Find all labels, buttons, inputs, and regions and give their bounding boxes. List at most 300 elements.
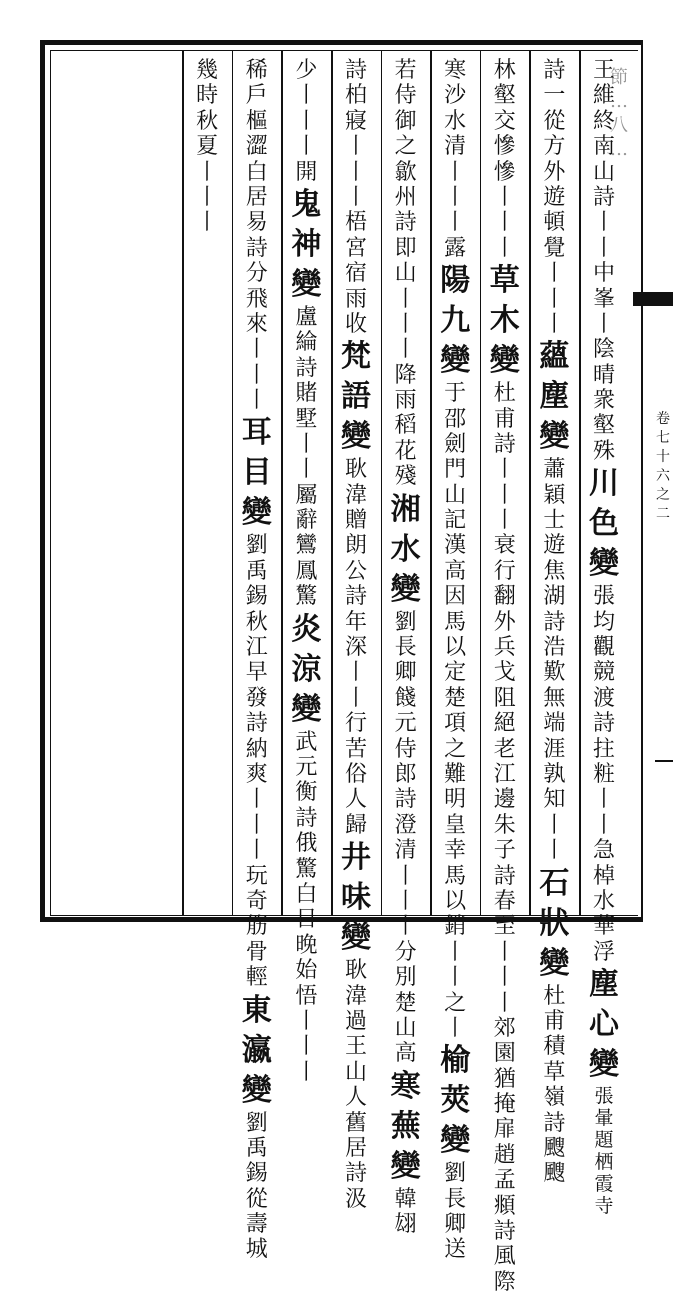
text-char: 馬 xyxy=(444,609,467,635)
text-char: 沙 xyxy=(444,83,467,109)
text-char: 辭 xyxy=(295,508,318,534)
text-char: 悟 xyxy=(295,983,318,1009)
text-char: 慘 xyxy=(493,159,516,185)
text-char: 丨 xyxy=(493,482,516,508)
text-char: 峯 xyxy=(592,286,615,312)
text-char: 殊 xyxy=(592,438,615,464)
text-char: 送 xyxy=(444,1237,467,1263)
text-char: 霞 xyxy=(594,1173,614,1196)
text-char: 兵 xyxy=(493,635,516,661)
text-char: 以 xyxy=(444,888,467,914)
text-char: 奇 xyxy=(245,888,268,914)
volume-label-char: 二 xyxy=(656,506,670,522)
text-char: 澄 xyxy=(394,812,417,838)
text-char: 劉 xyxy=(394,609,417,635)
text-char: 丨 xyxy=(543,261,566,287)
text-char: 栖 xyxy=(594,1151,614,1174)
text-char: 絕 xyxy=(493,711,516,737)
entry-heading-char: 狀 xyxy=(539,905,570,941)
entry-heading-char: 涼 xyxy=(291,651,322,687)
text-char: 丨 xyxy=(394,914,417,940)
text-char: 納 xyxy=(245,736,268,762)
text-char: 丨 xyxy=(444,184,467,210)
text-char: 颼 xyxy=(543,1161,566,1187)
text-char: 拄 xyxy=(592,736,615,762)
text-char: 湋 xyxy=(344,482,367,508)
text-char: 若 xyxy=(394,58,417,83)
text-char: 交 xyxy=(493,108,516,134)
text-char: 丨 xyxy=(295,457,318,483)
column-rule xyxy=(480,50,482,916)
text-column xyxy=(536,58,572,1187)
text-char: 歎 xyxy=(543,660,566,686)
text-char: 白 xyxy=(245,159,268,185)
text-char: 飛 xyxy=(245,286,268,312)
text-char: 宮 xyxy=(344,235,367,261)
text-char: 邵 xyxy=(444,406,467,432)
text-char: 舊 xyxy=(344,1110,367,1136)
text-char: 浩 xyxy=(543,635,566,661)
text-char: 林 xyxy=(493,58,516,83)
text-char: 高 xyxy=(394,1041,417,1067)
text-char: 秋 xyxy=(245,609,268,635)
text-char: 卿 xyxy=(394,660,417,686)
text-char: 詩 xyxy=(493,1219,516,1245)
entry-heading-char: 塵 xyxy=(539,379,570,415)
margin-header-char: … xyxy=(610,91,628,112)
text-char: 玩 xyxy=(245,863,268,889)
text-char: 丨 xyxy=(295,83,318,109)
text-char: 稀 xyxy=(245,58,268,83)
text-char: 墅 xyxy=(295,406,318,432)
entry-heading-char: 草 xyxy=(489,263,520,299)
text-char: 露 xyxy=(444,235,467,261)
entry-heading-char: 梵 xyxy=(341,339,371,375)
text-char: 詩 xyxy=(543,58,566,83)
text-char: 之 xyxy=(444,990,467,1016)
text-char: 雨 xyxy=(344,286,367,312)
text-char: 開 xyxy=(295,159,318,185)
text-char: 澀 xyxy=(245,134,268,160)
text-char: 晴 xyxy=(592,362,615,388)
text-char: 夏 xyxy=(196,134,219,160)
text-char: 楚 xyxy=(444,685,467,711)
entry-heading-char: 味 xyxy=(341,880,371,916)
text-char: 郊 xyxy=(493,1015,516,1041)
text-char: 稻 xyxy=(394,413,417,439)
text-char: 際 xyxy=(493,1269,516,1295)
entry-heading-char: 色 xyxy=(589,506,619,542)
text-char: 秋 xyxy=(196,108,219,134)
text-char: 遊 xyxy=(543,533,566,559)
text-char: 發 xyxy=(245,685,268,711)
text-char: 來 xyxy=(245,311,268,337)
text-char: 戶 xyxy=(245,83,268,109)
text-char: 殘 xyxy=(394,464,417,490)
text-char: 杜 xyxy=(493,381,516,407)
text-char: 颼 xyxy=(543,1135,566,1161)
text-char: 元 xyxy=(295,755,318,781)
entry-heading-char: 變 xyxy=(390,571,421,607)
fish-tail-mark xyxy=(633,292,673,306)
text-char: 丨 xyxy=(196,184,219,210)
text-char: 晚 xyxy=(295,932,318,958)
text-column xyxy=(239,58,275,1263)
text-char: 丨 xyxy=(344,184,367,210)
text-char: 易 xyxy=(245,210,268,236)
text-char: 丨 xyxy=(543,286,566,312)
entry-heading-char: 瀛 xyxy=(241,1032,272,1068)
text-char: 漢 xyxy=(444,533,467,559)
text-char: 詩 xyxy=(344,1161,367,1187)
volume-label-char: 六 xyxy=(656,468,670,484)
text-char: 早 xyxy=(245,660,268,686)
text-char: 筋 xyxy=(245,914,268,940)
text-char: 白 xyxy=(295,881,318,907)
text-char: 丨 xyxy=(444,939,467,965)
text-column xyxy=(487,58,523,1295)
volume-label-char: 十 xyxy=(656,449,670,465)
text-char: 丨 xyxy=(394,311,417,337)
text-char: 丨 xyxy=(394,888,417,914)
entry-heading-char: 水 xyxy=(390,531,421,567)
volume-label-char: 卷 xyxy=(656,411,670,427)
text-char: 觀 xyxy=(592,635,615,661)
text-char: 渡 xyxy=(592,685,615,711)
text-char: 丨 xyxy=(444,965,467,991)
text-char: 俄 xyxy=(295,831,318,857)
text-char: 外 xyxy=(543,159,566,185)
text-char: 中 xyxy=(592,261,615,287)
text-char: 掩 xyxy=(493,1092,516,1118)
text-char: 宿 xyxy=(344,261,367,287)
text-char: 丨 xyxy=(295,431,318,457)
text-char: 一 xyxy=(543,83,566,109)
text-char: 丨 xyxy=(394,337,417,363)
text-char: 日 xyxy=(295,907,318,933)
text-char: 侍 xyxy=(394,736,417,762)
text-char: 風 xyxy=(493,1244,516,1270)
text-char: 歙 xyxy=(394,159,417,185)
text-char: 詩 xyxy=(344,584,367,610)
text-char: 丨 xyxy=(493,965,516,991)
text-char: 頫 xyxy=(493,1193,516,1219)
entry-heading-char: 九 xyxy=(440,303,471,339)
text-column xyxy=(189,58,225,910)
text-char: 朗 xyxy=(344,533,367,559)
entry-heading-char: 變 xyxy=(291,266,322,302)
entry-heading-char: 變 xyxy=(440,343,471,379)
text-char: 郎 xyxy=(394,761,417,787)
text-char: 苦 xyxy=(344,736,367,762)
text-char: 丨 xyxy=(592,210,615,236)
text-char: 楚 xyxy=(394,990,417,1016)
text-char: 詩 xyxy=(344,58,367,83)
text-char: 詩 xyxy=(493,863,516,889)
text-char: 扉 xyxy=(493,1117,516,1143)
text-char: 明 xyxy=(444,787,467,813)
column-rule xyxy=(232,50,234,916)
entry-heading-char: 變 xyxy=(489,343,520,379)
text-char: 禹 xyxy=(245,558,268,584)
text-char: 清 xyxy=(394,838,417,864)
volume-label-char: 之 xyxy=(656,487,670,503)
fold-edge xyxy=(641,40,643,922)
text-char: 丨 xyxy=(196,210,219,236)
column-rule xyxy=(529,50,531,916)
column-rule xyxy=(381,50,383,916)
text-char: 積 xyxy=(543,1034,566,1060)
text-char: 降 xyxy=(394,362,417,388)
text-char: 遊 xyxy=(543,184,566,210)
text-char: 即 xyxy=(394,235,417,261)
text-char: 從 xyxy=(543,108,566,134)
text-char: 州 xyxy=(394,184,417,210)
text-char: 阻 xyxy=(493,685,516,711)
text-char: 丨 xyxy=(592,787,615,813)
text-char: 邊 xyxy=(493,787,516,813)
entry-heading-char: 變 xyxy=(589,546,619,582)
text-char: 猶 xyxy=(493,1066,516,1092)
text-char: 柏 xyxy=(344,83,367,109)
text-char: 丨 xyxy=(493,457,516,483)
text-char: 丨 xyxy=(592,235,615,261)
text-char: 錫 xyxy=(245,1161,268,1187)
text-char: 難 xyxy=(444,761,467,787)
text-char: 驚 xyxy=(295,856,318,882)
text-char: 詩 xyxy=(295,355,318,381)
text-char: 丨 xyxy=(592,812,615,838)
text-char: 翻 xyxy=(493,584,516,610)
text-char: 劉 xyxy=(245,1110,268,1136)
text-char: 詩 xyxy=(394,787,417,813)
text-char: 居 xyxy=(245,184,268,210)
text-char: 年 xyxy=(344,609,367,635)
text-char: 耿 xyxy=(344,457,367,483)
text-char: 輕 xyxy=(245,965,268,991)
text-char: 丨 xyxy=(493,184,516,210)
text-char: 錫 xyxy=(245,584,268,610)
text-char: 丨 xyxy=(295,134,318,160)
text-char: 頓 xyxy=(543,210,566,236)
text-char: 贈 xyxy=(344,508,367,534)
entry-heading-char: 目 xyxy=(241,455,272,491)
text-char: 長 xyxy=(394,635,417,661)
text-char: 分 xyxy=(245,261,268,287)
entry-heading-char: 變 xyxy=(589,1047,619,1083)
text-char: 華 xyxy=(592,914,615,940)
text-char: 山 xyxy=(394,1015,417,1041)
text-char: 城 xyxy=(245,1237,268,1263)
text-char: 梧 xyxy=(344,210,367,236)
text-char: 粧 xyxy=(592,761,615,787)
text-char: 湖 xyxy=(543,584,566,610)
text-char: 鸞 xyxy=(295,533,318,559)
text-char: 穎 xyxy=(543,482,566,508)
text-char: 題 xyxy=(594,1129,614,1152)
text-char: 丨 xyxy=(444,210,467,236)
text-char: 耿 xyxy=(344,958,367,984)
text-char: 焦 xyxy=(543,558,566,584)
column-rule xyxy=(579,50,581,916)
text-char: 記 xyxy=(444,508,467,534)
text-char: 俗 xyxy=(344,761,367,787)
text-char: 終 xyxy=(592,108,615,134)
text-char: 子 xyxy=(493,838,516,864)
volume-label xyxy=(652,410,674,524)
text-char: 丨 xyxy=(245,337,268,363)
text-char: 餞 xyxy=(394,685,417,711)
text-char: 丨 xyxy=(344,134,367,160)
text-char: 元 xyxy=(394,711,417,737)
text-char: 知 xyxy=(543,787,566,813)
entry-heading-char: 陽 xyxy=(440,263,471,299)
text-char: 覺 xyxy=(543,235,566,261)
text-char: 朱 xyxy=(493,812,516,838)
entry-heading-char: 變 xyxy=(341,920,371,956)
entry-heading-char: 變 xyxy=(241,1072,272,1108)
text-char: 水 xyxy=(444,108,467,134)
text-char: 山 xyxy=(344,1059,367,1085)
text-char: 江 xyxy=(493,761,516,787)
text-char: 人 xyxy=(344,787,367,813)
text-char: 韓 xyxy=(394,1186,417,1212)
text-char: 收 xyxy=(344,311,367,337)
entry-heading-char: 神 xyxy=(291,226,322,262)
text-char: 士 xyxy=(543,508,566,534)
entry-heading-char: 變 xyxy=(539,419,570,455)
entry-heading-char: 塵 xyxy=(589,967,619,1003)
text-char: 丨 xyxy=(493,939,516,965)
entry-heading-char: 耳 xyxy=(241,415,272,451)
text-char: 從 xyxy=(245,1186,268,1212)
entry-heading-char: 榆 xyxy=(440,1043,471,1079)
text-char: 盧 xyxy=(295,304,318,330)
column-rule xyxy=(331,50,333,916)
text-char: 丨 xyxy=(295,108,318,134)
text-char: 丨 xyxy=(592,311,615,337)
text-char: 丨 xyxy=(245,812,268,838)
margin-header-char: 節 xyxy=(610,67,628,88)
text-char: 急 xyxy=(592,838,615,864)
text-char: 分 xyxy=(394,939,417,965)
text-char: 項 xyxy=(444,711,467,737)
column-rule xyxy=(430,50,432,916)
text-char: 長 xyxy=(444,1186,467,1212)
text-char: 皇 xyxy=(444,812,467,838)
text-char: 丨 xyxy=(344,660,367,686)
text-char: 寢 xyxy=(344,108,367,134)
text-char: 以 xyxy=(444,635,467,661)
text-char: 少 xyxy=(295,58,318,83)
text-char: 丨 xyxy=(344,159,367,185)
text-char: 骨 xyxy=(245,939,268,965)
entry-heading-char: 寒 xyxy=(390,1068,421,1104)
text-char: 賭 xyxy=(295,381,318,407)
text-column xyxy=(388,58,424,1238)
text-char: 歸 xyxy=(344,812,367,838)
text-char: 卿 xyxy=(444,1212,467,1238)
entry-heading-char: 變 xyxy=(440,1123,471,1159)
entry-heading-char: 變 xyxy=(291,691,322,727)
entry-heading-char: 變 xyxy=(539,945,570,981)
text-char: 幾 xyxy=(196,58,219,83)
text-char: 至 xyxy=(493,914,516,940)
text-char: 雨 xyxy=(394,388,417,414)
text-char: 寒 xyxy=(444,58,467,83)
margin-header-char: … xyxy=(610,139,628,160)
text-char: 壽 xyxy=(245,1212,268,1238)
text-char: 棹 xyxy=(592,863,615,889)
text-char: 外 xyxy=(493,609,516,635)
text-char: 方 xyxy=(543,134,566,160)
text-char: 于 xyxy=(444,381,467,407)
text-char: 孟 xyxy=(493,1168,516,1194)
text-char: 均 xyxy=(592,609,615,635)
entry-heading-char: 鬼 xyxy=(291,186,322,222)
text-column xyxy=(437,58,473,1263)
text-char: 行 xyxy=(493,558,516,584)
text-char: 丨 xyxy=(344,685,367,711)
text-char: 鳳 xyxy=(295,558,318,584)
text-char: 孰 xyxy=(543,761,566,787)
text-char: 慘 xyxy=(493,134,516,160)
text-char: 時 xyxy=(196,83,219,109)
text-char: 之 xyxy=(394,134,417,160)
text-column xyxy=(288,58,324,1085)
entry-heading-char: 湘 xyxy=(390,491,421,527)
column-rule xyxy=(182,50,184,916)
text-char: 劍 xyxy=(444,431,467,457)
entry-heading-char: 蘊 xyxy=(539,339,570,375)
text-char: 屬 xyxy=(295,482,318,508)
text-char: 丨 xyxy=(543,838,566,864)
text-char: 詩 xyxy=(245,235,268,261)
text-char: 幸 xyxy=(444,838,467,864)
text-char: 無 xyxy=(543,685,566,711)
entry-heading-char: 木 xyxy=(489,303,520,339)
text-char: 花 xyxy=(394,438,417,464)
text-char: 江 xyxy=(245,635,268,661)
entry-heading-char: 石 xyxy=(539,865,570,901)
text-char: 王 xyxy=(592,58,615,83)
text-char: 丨 xyxy=(245,787,268,813)
text-char: 詩 xyxy=(394,210,417,236)
text-char: 詩 xyxy=(245,711,268,737)
volume-label-char: 七 xyxy=(656,430,670,446)
text-char: 詩 xyxy=(543,609,566,635)
text-char: 禹 xyxy=(245,1135,268,1161)
text-char: 劉 xyxy=(245,533,268,559)
text-char: 深 xyxy=(344,635,367,661)
text-char: 衡 xyxy=(295,780,318,806)
text-char: 甫 xyxy=(493,406,516,432)
text-char: 山 xyxy=(394,261,417,287)
text-char: 丨 xyxy=(394,286,417,312)
text-char: 王 xyxy=(344,1034,367,1060)
text-char: 樞 xyxy=(245,108,268,134)
text-char: 詩 xyxy=(295,805,318,831)
text-char: 馬 xyxy=(444,863,467,889)
text-char: 丨 xyxy=(444,1015,467,1041)
text-char: 汲 xyxy=(344,1186,367,1212)
text-char: 浮 xyxy=(592,939,615,965)
text-char: 翃 xyxy=(394,1212,417,1238)
text-char: 嶺 xyxy=(543,1085,566,1111)
text-char: 行 xyxy=(344,711,367,737)
text-char: 公 xyxy=(344,558,367,584)
text-char: 丨 xyxy=(444,159,467,185)
